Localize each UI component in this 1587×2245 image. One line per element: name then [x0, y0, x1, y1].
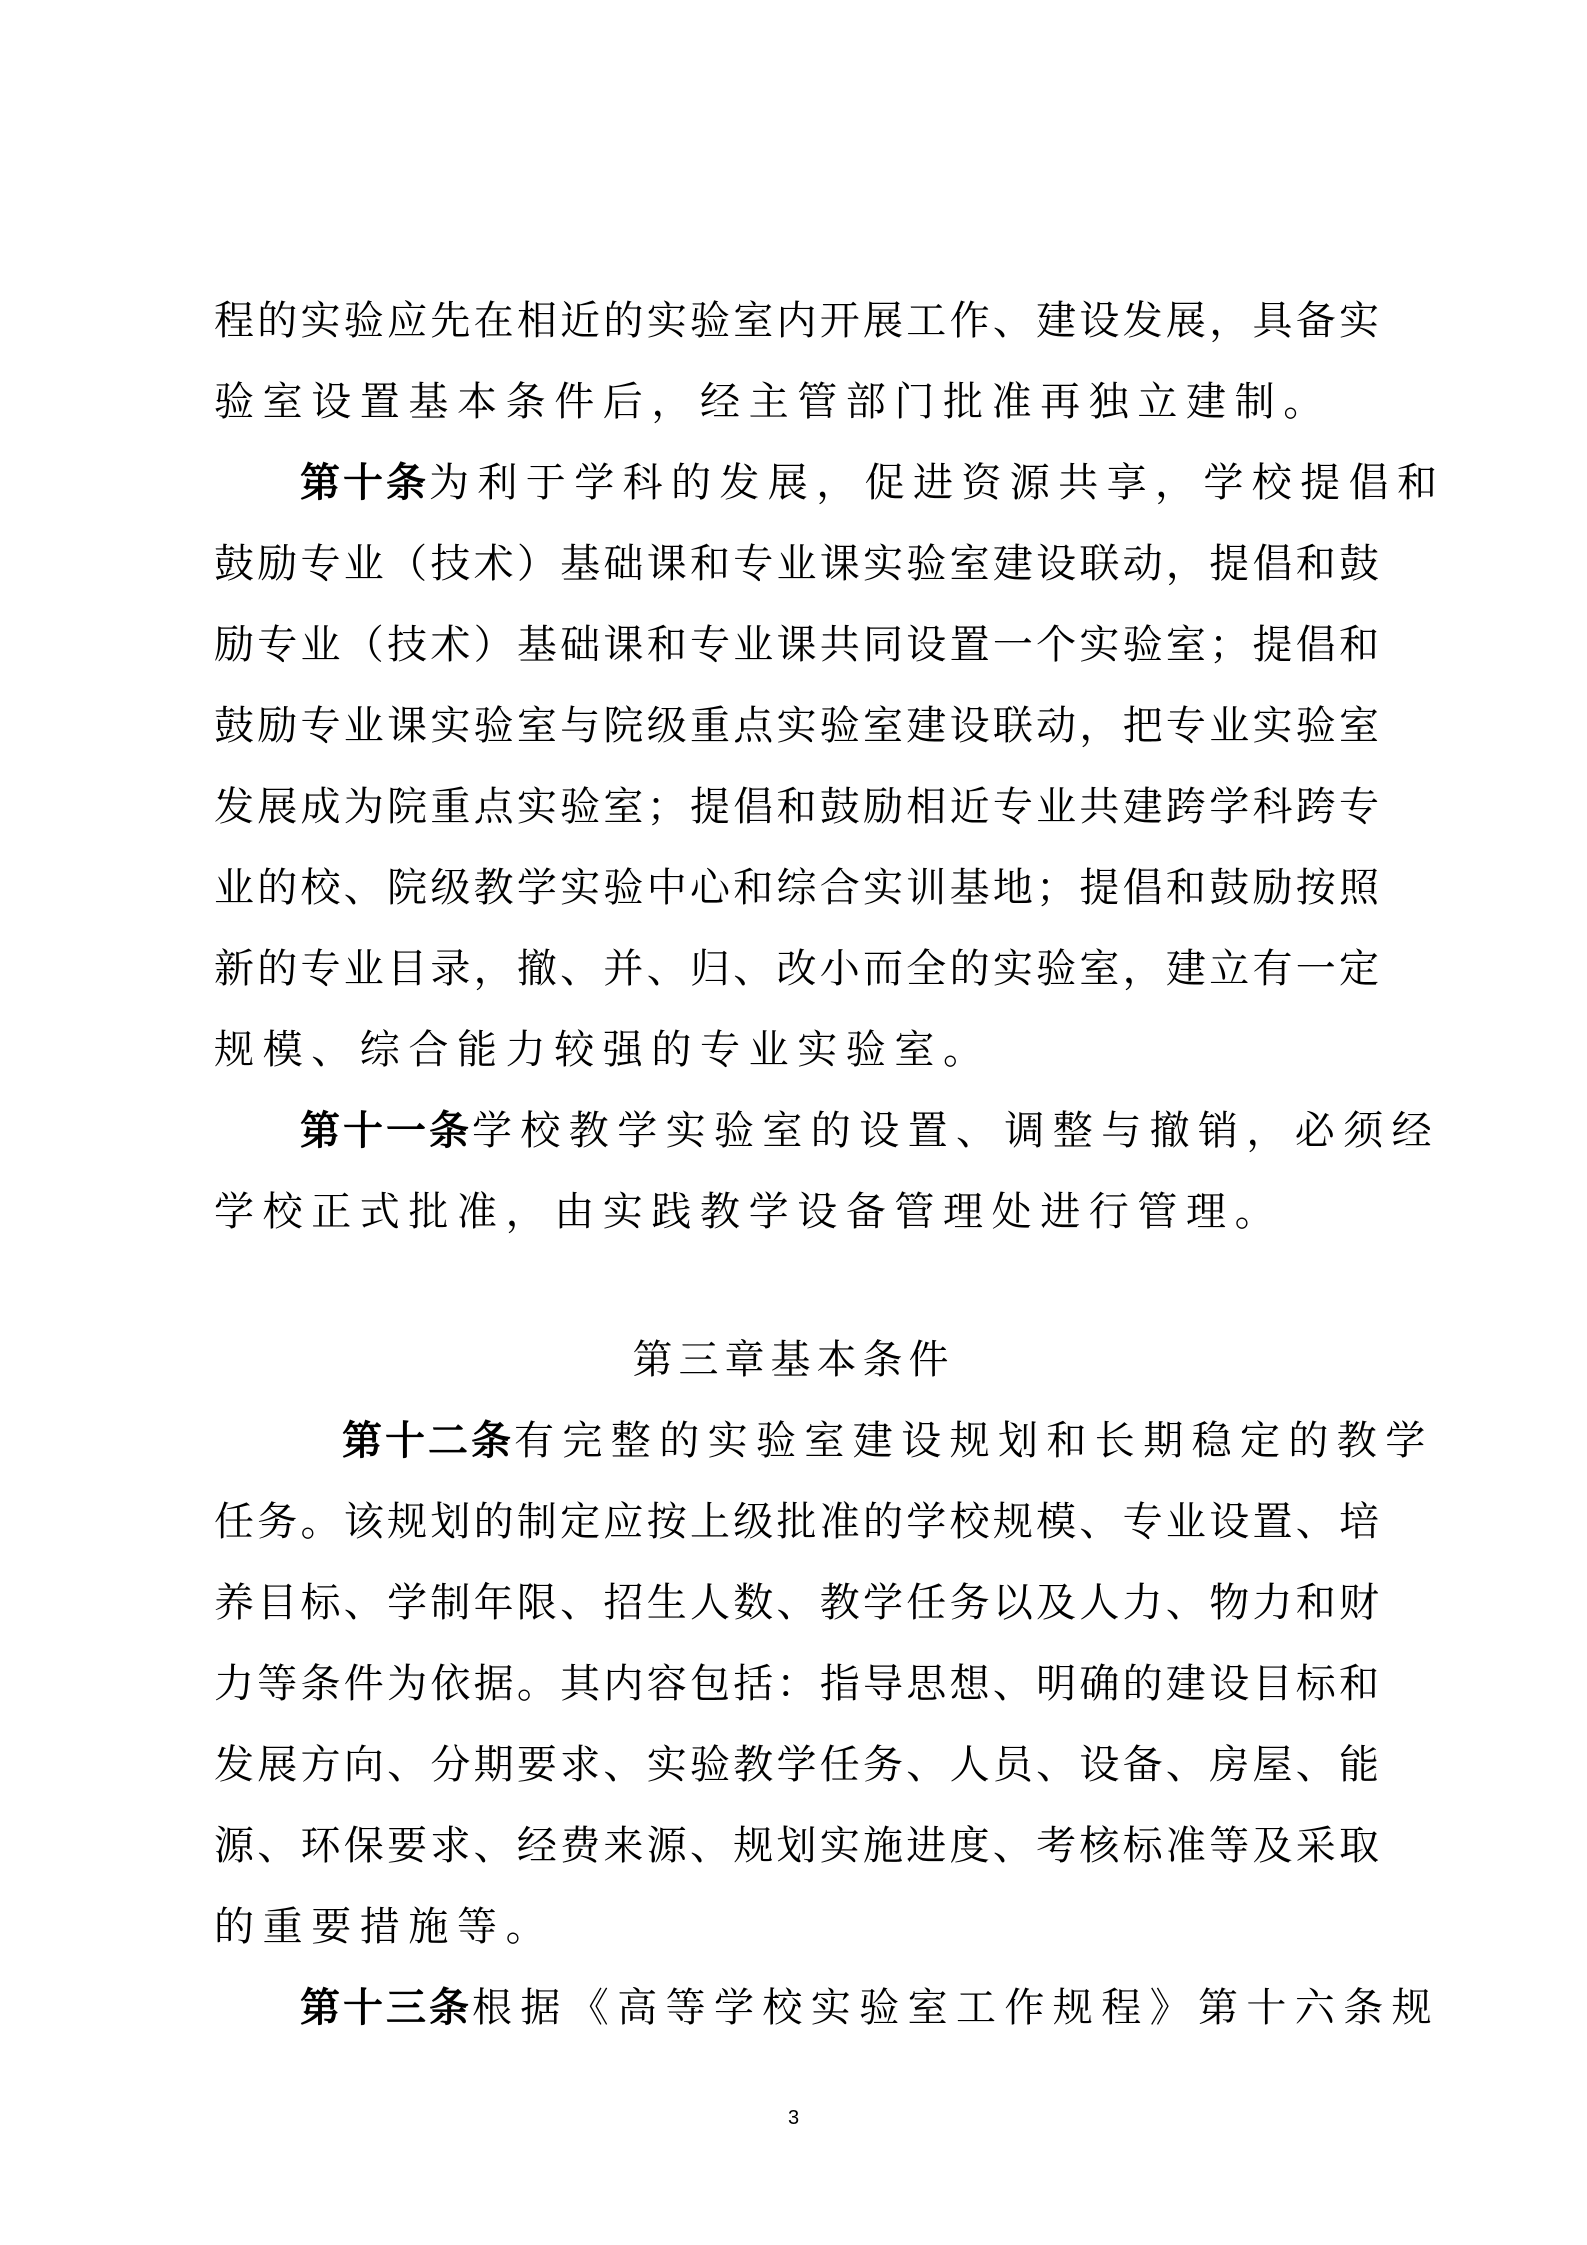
- article-13-first-line: [300, 1984, 1440, 2032]
- article-label: 第十条: [300, 459, 429, 506]
- paragraph-line: 新的专业目录，撤、并、归、改小而全的实验室，建立有一定: [214, 946, 1379, 992]
- paragraph-line: 为利于学科的发展，促进资源共享，学校提倡和: [429, 460, 1446, 506]
- article-11-first-line: [300, 1107, 1440, 1155]
- paragraph-line: 学校教学实验室的设置、调整与撤销，必须经: [472, 1108, 1440, 1154]
- article-12-first-line: [342, 1417, 1434, 1465]
- page-number: 3: [787, 2107, 800, 2129]
- paragraph-line: 鼓励专业课实验室与院级重点实验室建设联动，把专业实验室: [214, 703, 1379, 749]
- paragraph-line: 的重要措施等。: [214, 1904, 555, 1950]
- paragraph-line: 有完整的实验室建设规划和长期稳定的教学: [514, 1418, 1434, 1464]
- paragraph-line: 程的实验应先在相近的实验室内开展工作、建设发展，具备实: [214, 298, 1379, 344]
- paragraph-line: 验室设置基本条件后，经主管部门批准再独立建制。: [214, 379, 1332, 425]
- paragraph-line: 发展方向、分期要求、实验教学任务、人员、设备、房屋、能: [214, 1742, 1379, 1788]
- paragraph-line: 学校正式批准，由实践教学设备管理处进行管理。: [214, 1189, 1284, 1235]
- paragraph-line: 养目标、学制年限、招生人数、教学任务以及人力、物力和财: [214, 1580, 1379, 1626]
- article-label: 第十三条: [300, 1984, 472, 2031]
- paragraph-line: 任务。该规划的制定应按上级批准的学校规模、专业设置、培: [214, 1499, 1379, 1545]
- paragraph-line: 鼓励专业（技术）基础课和专业课实验室建设联动，提倡和鼓: [214, 541, 1379, 587]
- paragraph-line: 发展成为院重点实验室；提倡和鼓励相近专业共建跨学科跨专: [214, 784, 1379, 830]
- paragraph-line: 根据《高等学校实验室工作规程》第十六条规: [472, 1985, 1440, 2031]
- paragraph-line: 业的校、院级教学实验中心和综合实训基地；提倡和鼓励按照: [214, 865, 1379, 911]
- paragraph-line: 规模、综合能力较强的专业实验室。: [214, 1027, 992, 1073]
- article-label: 第十一条: [300, 1107, 472, 1154]
- article-label: 第十二条: [342, 1417, 514, 1464]
- article-10-first-line: [300, 459, 1446, 507]
- chapter-heading: 第三章基本条件: [632, 1337, 955, 1383]
- paragraph-line: 源、环保要求、经费来源、规划实施进度、考核标准等及采取: [214, 1823, 1379, 1869]
- paragraph-line: 励专业（技术）基础课和专业课共同设置一个实验室；提倡和: [214, 622, 1379, 668]
- paragraph-line: 力等条件为依据。其内容包括：指导思想、明确的建设目标和: [214, 1661, 1379, 1707]
